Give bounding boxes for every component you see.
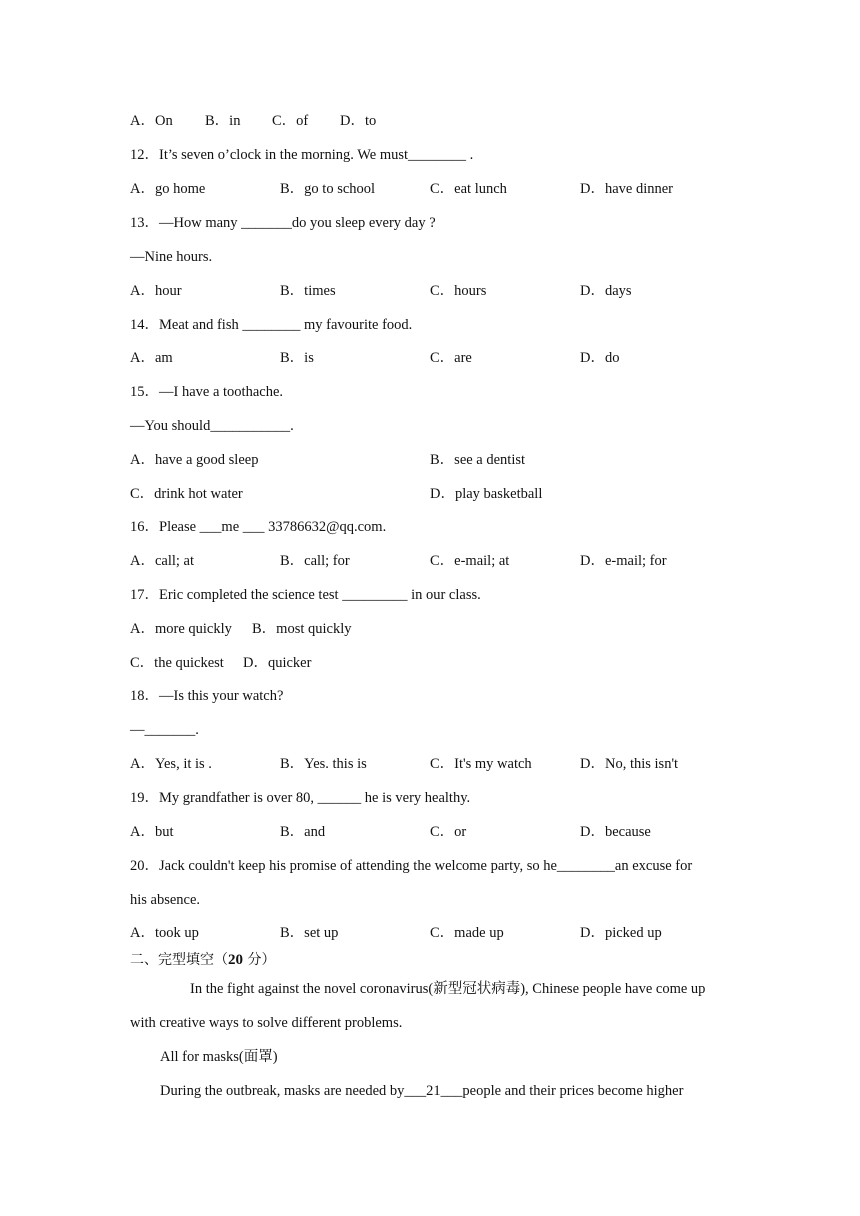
q14-option-a: A．am bbox=[130, 350, 173, 366]
section-heading bbox=[130, 951, 275, 969]
q19-blank: ______ bbox=[317, 790, 362, 806]
q14-option-b: B．is bbox=[280, 350, 314, 366]
q20-option-b: B．set up bbox=[280, 925, 339, 941]
q13-option-a: A．hour bbox=[130, 283, 182, 299]
q20-stem-line2: his absence. bbox=[130, 892, 201, 908]
q19-stem-pre: 19．My grandfather is over 80, bbox=[130, 790, 318, 806]
q19-option-d: D．because bbox=[580, 824, 651, 840]
q15-stem: 15．—I have a toothache. bbox=[130, 384, 284, 400]
q11-option-a: A．On bbox=[130, 113, 173, 129]
q16-option-d: D．e-mail; for bbox=[580, 553, 667, 569]
q14-option-d: D．do bbox=[580, 350, 620, 366]
q18-option-b: B．Yes. this is bbox=[280, 756, 367, 772]
q15-answer-line: —You should___________. bbox=[130, 418, 294, 434]
q17-stem bbox=[130, 586, 481, 604]
q19-stem bbox=[130, 789, 470, 807]
passage-blank-21: ___21___ bbox=[404, 1083, 463, 1099]
q12-stem: 12．It’s seven o’clock in the morning. We must________ . bbox=[130, 147, 474, 163]
q17-option-c: C．the quickest bbox=[130, 655, 224, 671]
q18-answer-blank: _______. bbox=[144, 722, 199, 738]
q20-option-a: A．took up bbox=[130, 925, 199, 941]
q18-answer-line bbox=[130, 721, 199, 739]
q13-answer-line: —Nine hours. bbox=[130, 249, 213, 265]
q20-stem-line1: 20．Jack couldn't keep his promise of attending the welcome party, so he________an excuse for bbox=[130, 858, 693, 874]
q20-option-c: C．made up bbox=[430, 925, 504, 941]
q19-stem-post: he is very healthy. bbox=[361, 790, 471, 806]
q17-option-a: A．more quickly bbox=[130, 621, 232, 637]
q15-option-b: B．see a dentist bbox=[430, 452, 526, 468]
section-heading-post: 分） bbox=[243, 952, 276, 968]
q17-blank: _________ bbox=[342, 587, 408, 603]
q18-stem: 18．—Is this your watch? bbox=[130, 688, 284, 704]
q19-option-c: C．or bbox=[430, 824, 467, 840]
q12-option-a: A．go home bbox=[130, 181, 206, 197]
q17-option-d: D．quicker bbox=[243, 655, 312, 671]
q16-stem: 16．Please ___me ___ 33786632@qq.com. bbox=[130, 519, 387, 535]
q13-stem: 13．—How many _______do you sleep every day ? bbox=[130, 215, 436, 231]
q16-option-a: A．call; at bbox=[130, 553, 195, 569]
q18-option-a: A．Yes, it is . bbox=[130, 756, 212, 772]
passage-subtitle: All for masks(面罩) bbox=[160, 1049, 278, 1065]
passage-para2-post: people and their prices become higher bbox=[462, 1083, 684, 1099]
q13-option-b: B．times bbox=[280, 283, 336, 299]
q13-option-c: C．hours bbox=[430, 283, 487, 299]
q12-option-c: C．eat lunch bbox=[430, 181, 507, 197]
q11-option-b: B．in bbox=[205, 113, 241, 129]
q12-option-b: B．go to school bbox=[280, 181, 376, 197]
q15-option-a: A．have a good sleep bbox=[130, 452, 259, 468]
passage-para1-line2: with creative ways to solve different problems. bbox=[130, 1015, 403, 1031]
q15-option-d: D．play basketball bbox=[430, 486, 543, 502]
passage-para1-line1: In the fight against the novel coronavirus(新型冠状病毒), Chinese people have come up bbox=[190, 981, 706, 997]
q17-stem-pre: 17．Eric completed the science test bbox=[130, 587, 343, 603]
q18-option-d: D．No, this isn't bbox=[580, 756, 679, 772]
q18-answer-dash: — bbox=[130, 722, 145, 738]
q17-stem-post: in our class. bbox=[407, 587, 481, 603]
section-heading-score: 20 bbox=[228, 952, 243, 968]
q17-option-b: B．most quickly bbox=[252, 621, 352, 637]
q12-option-d: D．have dinner bbox=[580, 181, 674, 197]
q14-stem: 14．Meat and fish ________ my favourite food. bbox=[130, 317, 413, 333]
q15-option-c: C．drink hot water bbox=[130, 486, 243, 502]
q16-option-c: C．e-mail; at bbox=[430, 553, 510, 569]
q14-option-c: C．are bbox=[430, 350, 472, 366]
q18-option-c: C．It's my watch bbox=[430, 756, 532, 772]
q19-option-a: A．but bbox=[130, 824, 174, 840]
passage-para2-pre: During the outbreak, masks are needed by bbox=[160, 1083, 405, 1099]
q11-option-c: C．of bbox=[272, 113, 309, 129]
q19-option-b: B．and bbox=[280, 824, 326, 840]
passage-para2-line1 bbox=[160, 1082, 683, 1100]
section-heading-pre: 二、完型填空（ bbox=[130, 952, 228, 968]
q13-option-d: D．days bbox=[580, 283, 632, 299]
q11-option-d: D．to bbox=[340, 113, 377, 129]
q16-option-b: B．call; for bbox=[280, 553, 350, 569]
q20-option-d: D．picked up bbox=[580, 925, 662, 941]
